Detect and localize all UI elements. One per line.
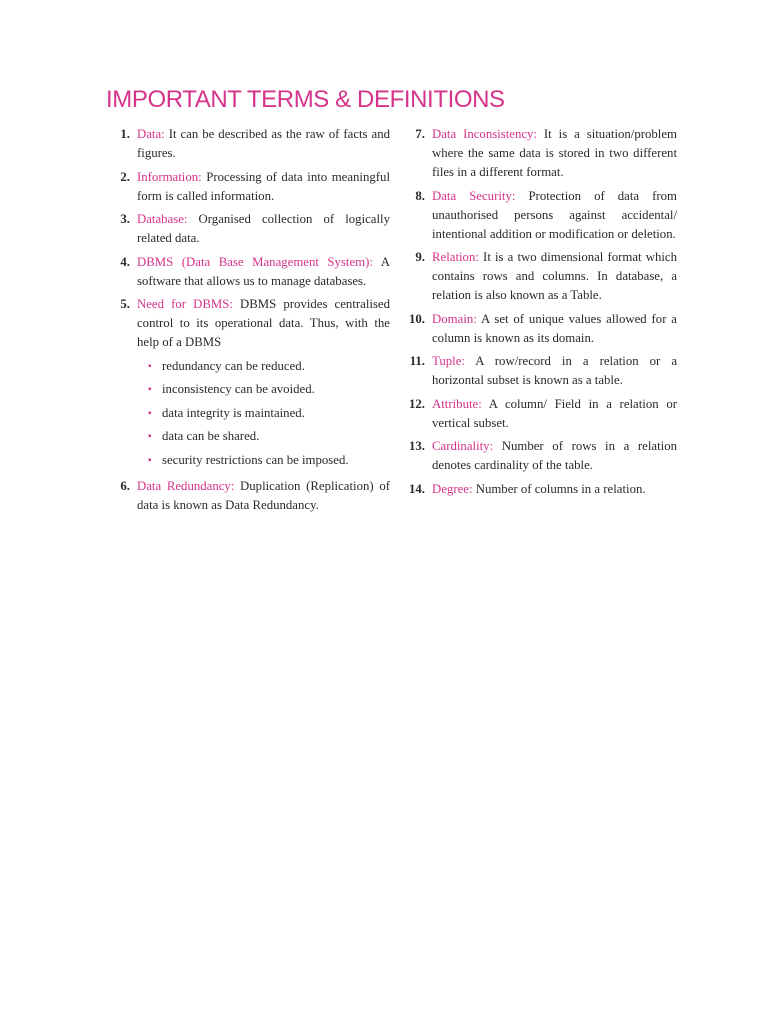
- item-number: 14.: [409, 481, 425, 496]
- item-text: A set of unique values allowed for a column is known as its domain.: [432, 311, 677, 345]
- list-item: [148, 357, 390, 381]
- item-body: [432, 352, 677, 390]
- dbms-benefits-list: [110, 357, 390, 475]
- item-body: [432, 395, 677, 433]
- definition-item: [405, 187, 677, 244]
- definition-item: [405, 437, 677, 475]
- item-text: Processing of data into meaningful form is called information.: [137, 169, 390, 203]
- left-column: [110, 125, 390, 520]
- item-body: [137, 253, 390, 291]
- item-text: It is a situation/problem where the same data is stored in two different files in a different format.: [432, 127, 677, 179]
- item-term: Data Inconsistency:: [432, 127, 537, 141]
- item-term: Degree:: [432, 481, 473, 496]
- item-term: Cardinality:: [432, 439, 494, 453]
- definition-item: [110, 295, 390, 352]
- item-body: [137, 125, 390, 163]
- item-number: 9.: [415, 250, 425, 264]
- item-text: A row/record in a relation or a horizontal subset is known as a table.: [432, 354, 677, 387]
- bullet-icon: ▪: [148, 431, 152, 442]
- item-number: 4.: [120, 254, 130, 269]
- bullet-text: data can be shared.: [162, 429, 260, 443]
- item-body: [137, 477, 390, 515]
- item-body: [432, 125, 677, 182]
- definition-item: [405, 480, 677, 499]
- item-number: 10.: [409, 311, 425, 326]
- item-term: Data Redundancy:: [137, 479, 235, 493]
- item-number: 5.: [120, 297, 130, 311]
- bullet-icon: ▪: [148, 454, 152, 466]
- bullet-text: redundancy can be reduced.: [162, 358, 305, 373]
- item-text: A column/ Field in a relation or vertical subset.: [432, 396, 677, 430]
- list-item: [148, 451, 390, 475]
- item-term: Attribute:: [432, 396, 482, 411]
- item-term: Tuple:: [432, 354, 465, 368]
- item-body: [137, 210, 390, 248]
- item-text: It can be described as the raw of facts and figures.: [137, 127, 390, 160]
- item-term: Data Security:: [432, 188, 516, 203]
- item-body: [137, 168, 390, 206]
- definition-item: [405, 248, 677, 305]
- item-text: Protection of data from unauthorised persons against accidental/ intentional addition or modification or deletion.: [432, 188, 678, 241]
- item-term: Information:: [137, 169, 202, 184]
- list-item: [148, 404, 390, 428]
- bullet-icon: ▪: [148, 360, 152, 372]
- list-item: [148, 380, 390, 404]
- item-number: 7.: [415, 127, 425, 141]
- item-term: Data:: [137, 127, 165, 141]
- item-number: 1.: [120, 127, 130, 141]
- item-text: Organised collection of logically related data.: [137, 212, 390, 245]
- definition-item: [405, 125, 677, 182]
- item-text: Number of columns in a relation.: [472, 481, 646, 496]
- item-body: [432, 480, 677, 499]
- item-body: [432, 310, 677, 348]
- item-text: Number of rows in a relation denotes cardinality of the table.: [432, 439, 677, 472]
- definition-item: [110, 125, 390, 163]
- list-item: [148, 427, 390, 451]
- item-number: 3.: [120, 212, 130, 226]
- item-number: 11.: [409, 354, 425, 368]
- page-title: IMPORTANT TERMS & DEFINITIONS: [106, 86, 505, 113]
- definition-item: [405, 310, 677, 348]
- item-body: [432, 248, 677, 305]
- bullet-text: security restrictions can be imposed.: [162, 452, 349, 467]
- item-number: 6.: [120, 479, 130, 493]
- bullet-text: data integrity is maintained.: [162, 405, 305, 420]
- item-number: 12.: [409, 396, 425, 411]
- item-body: [137, 295, 390, 352]
- item-number: 8.: [415, 188, 425, 203]
- item-term: Need for DBMS:: [137, 297, 233, 311]
- definition-item: [110, 477, 390, 515]
- item-body: [432, 187, 677, 244]
- item-text: Duplication (Replication) of data is known as Data Redundancy.: [137, 479, 390, 512]
- definition-item: [405, 395, 677, 433]
- item-term: DBMS (Data Base Management System):: [137, 254, 373, 269]
- item-body: [432, 437, 677, 475]
- item-text: It is a two dimensional format which contains rows and columns. In database, a relation is also known as a Table.: [432, 250, 677, 302]
- bullet-icon: ▪: [148, 407, 152, 419]
- definition-item: [110, 168, 390, 206]
- item-number: 13.: [409, 439, 425, 453]
- bullet-text: inconsistency can be avoided.: [162, 382, 315, 396]
- item-term: Domain:: [432, 311, 477, 326]
- definition-item: [110, 253, 390, 291]
- right-column: [405, 125, 677, 503]
- definition-item: [405, 352, 677, 390]
- item-number: 2.: [120, 169, 130, 184]
- bullet-icon: ▪: [148, 384, 152, 395]
- item-text: DBMS provides centralised control to its operational data. Thus, with the help of a DBMS: [137, 297, 390, 349]
- item-term: Database:: [137, 212, 188, 226]
- item-term: Relation:: [432, 250, 479, 264]
- item-text: A software that allows us to manage databases.: [137, 254, 390, 288]
- definition-item: [110, 210, 390, 248]
